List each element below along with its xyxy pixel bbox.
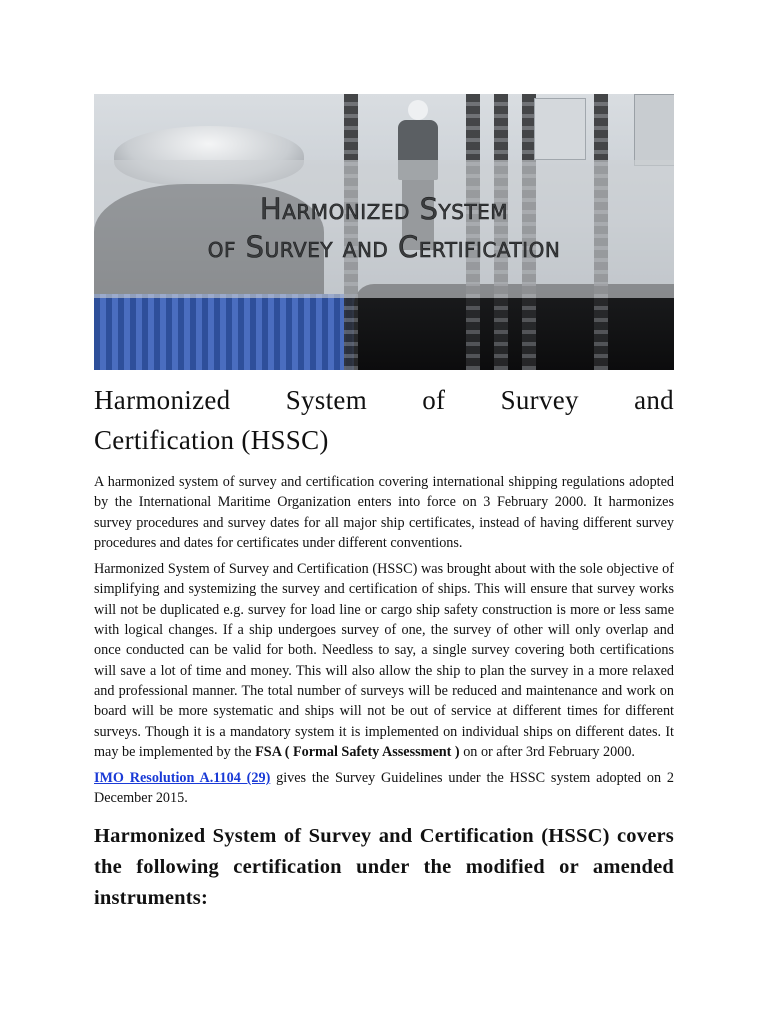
wall-cabinet (634, 94, 674, 166)
title-overlay-band (94, 160, 674, 298)
hero-title-line2: of Survey and Certification (207, 230, 561, 264)
objective-paragraph: Harmonized System of Survey and Certification (HSSC) was brought about with the sole objective of simplifying and systemizing the survey and certification of ships. This will ensure that survey works will not be duplicated e.g. survey for load line or cargo ship safety construction is more or less same with logical changes. If a ship undergoes survey of one, the survey of other will only overlap and once conducted can be valid for both. Needless to say, a single survey covering both certifications will save a lot of time and money. This will also allow the ship to plan the survey in a more relaxed and professional manner. The total number of surveys will be reduced and maintenance and work on board will be more systematic and ships will not be out of service at different times for different surveys. Though it is a mandatory system it is implemented on individual ships on different dates. It may be implemented by the FSA ( Formal Safety Assessment ) on or after 3rd February 2000. (94, 561, 674, 760)
wall-panel (534, 98, 586, 160)
intro-paragraph: A harmonized system of survey and certification covering international shipping regulations adopted by the International Maritime Organization enters into force on 3 February 2000. It harmonizes survey procedures and survey dates for all major ship certificates, instead of having different survey procedures and dates for certificates under different conventions. (94, 474, 674, 551)
page-title (94, 380, 674, 460)
imo-resolution-link[interactable]: IMO Resolution A.1104 (29) (94, 770, 271, 787)
fsa-term: FSA ( Formal Safety Assessment ) (255, 743, 460, 760)
page-title-line1: Harmonized System of Survey and (94, 385, 674, 415)
hero-title-line1: Harmonized System (259, 192, 509, 226)
hero-banner-image (94, 94, 674, 370)
resolution-paragraph: IMO Resolution A.1104 (29) gives the Survey Guidelines under the HSSC system adopted on 2 December 2015. (94, 770, 675, 807)
hard-hat (408, 100, 428, 120)
page-title-line2: Certification (HSSC) (94, 425, 329, 455)
section-heading: Harmonized System of Survey and Certification (HSSC) covers the following certification under the modified or amended instruments: (94, 824, 674, 909)
document-page (94, 94, 674, 914)
